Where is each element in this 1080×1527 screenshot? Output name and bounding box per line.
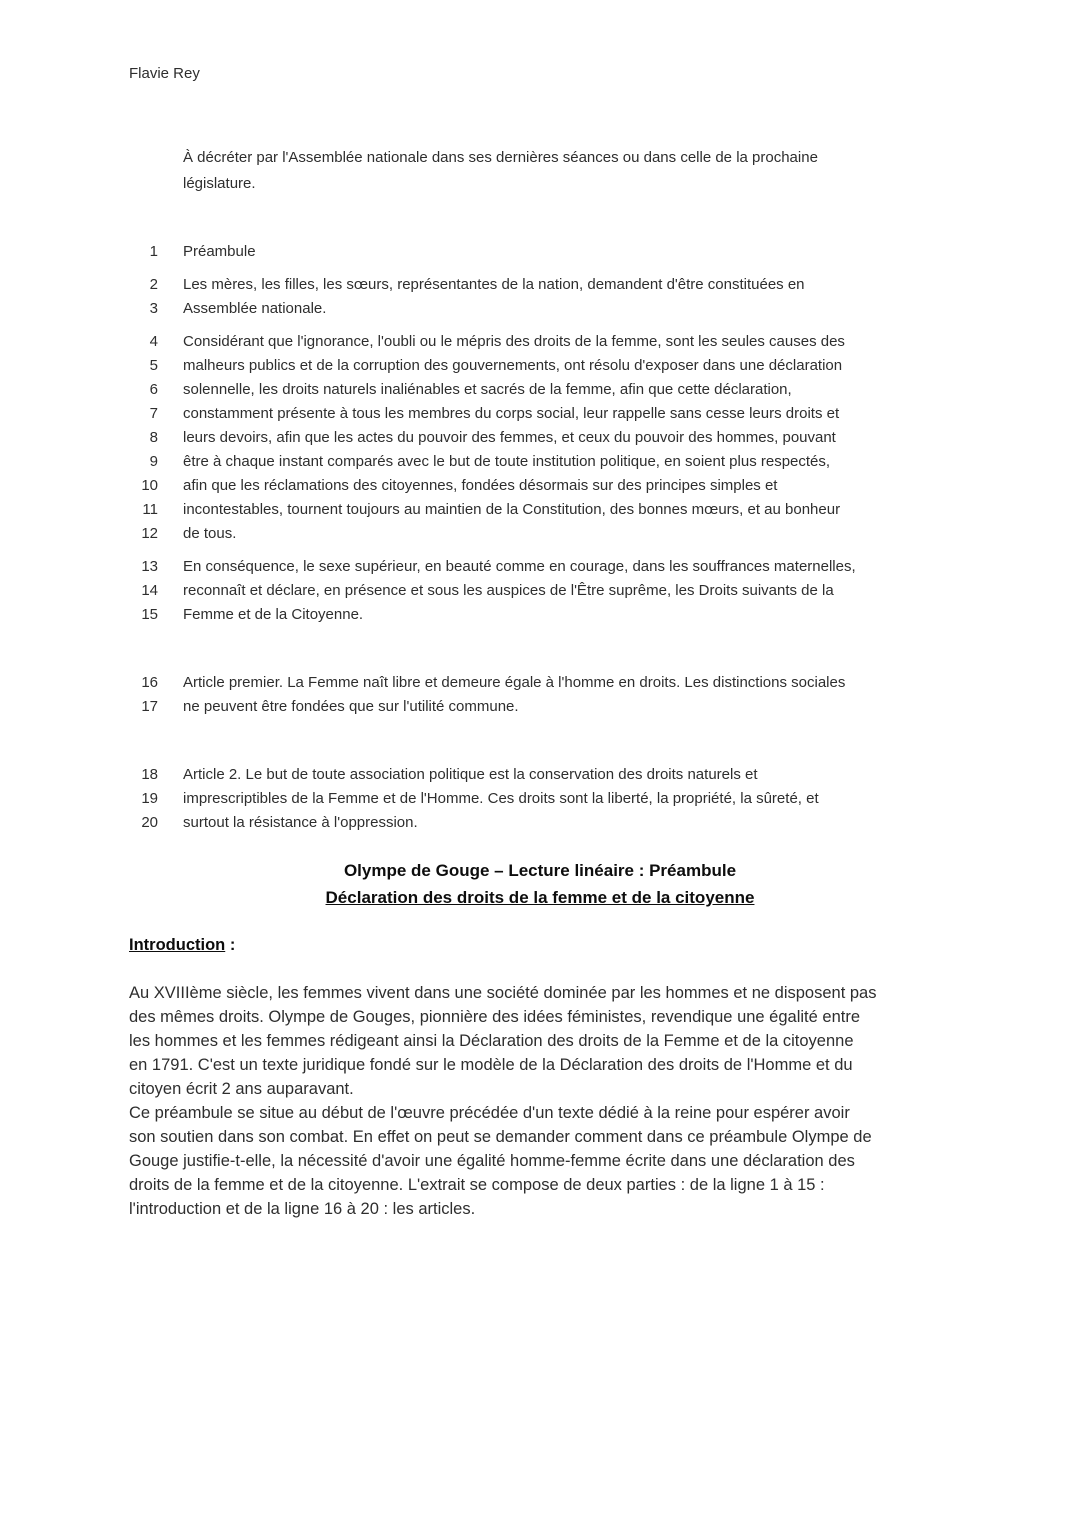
lecture-subtitle: Déclaration des droits de la femme et de la citoyenne [325,888,755,907]
transcript-row [0,671,1080,695]
line-number: 7 [149,405,158,422]
transcript-row [0,695,1080,719]
transcript-row [0,426,1080,450]
line-text: leurs devoirs, afin que les actes du pouvoir des femmes, et ceux du pouvoir des hommes, pouvant [183,429,836,446]
line-number: 3 [149,300,158,317]
transcript-row [0,354,1080,378]
author-name: Flavie Rey [129,65,200,82]
line-number: 16 [141,674,158,691]
line-text: Les mères, les filles, les sœurs, représentantes de la nation, demandent d'être constituées en [183,276,805,293]
epigraph-line: À décréter par l'Assemblée nationale dans ses dernières séances ou dans celle de la prochaine [183,149,818,166]
transcript-paragraph [0,273,1080,321]
intro-paragraph-line: citoyen écrit 2 ans auparavant. [129,1080,354,1098]
line-text: solennelle, les droits naturels inaliénables et sacrés de la femme, afin que cette déclaration, [183,381,792,398]
intro-paragraph-line: les hommes et les femmes rédigeant ainsi la Déclaration des droits de la Femme et de la citoyenne [129,1032,854,1050]
line-number: 19 [141,790,158,807]
line-text: incontestables, tournent toujours au maintien de la Constitution, des bonnes mœurs, et au bonheur [183,501,841,518]
line-text: imprescriptibles de la Femme et de l'Homme. Ces droits sont la liberté, la propriété, la sûreté, et [183,790,819,807]
transcript-row [0,522,1080,546]
line-text: reconnaît et déclare, en présence et sous les auspices de l'Être suprême, les Droits suivants de la [183,582,834,599]
transcript-row [0,787,1080,811]
line-number: 12 [141,525,158,542]
intro-paragraph-line: Gouge justifie-t-elle, la nécessité d'avoir une égalité homme-femme écrite dans une déclaration des [129,1152,855,1170]
line-text: Considérant que l'ignorance, l'oubli ou le mépris des droits de la femme, sont les seules causes des [183,333,845,350]
line-text: Femme et de la Citoyenne. [183,606,364,623]
line-text: de tous. [183,525,237,542]
lecture-title-block [0,857,1080,911]
line-text: surtout la résistance à l'oppression. [183,814,418,831]
transcript-paragraph [0,555,1080,627]
line-number: 10 [141,477,158,494]
line-text: être à chaque instant comparés avec le but de toute institution politique, en soient plus respectés, [183,453,831,470]
intro-paragraph [129,1101,959,1221]
intro-paragraph-line: Au XVIIIème siècle, les femmes vivent dans une société dominée par les hommes et ne disposent pas [129,984,877,1002]
line-number: 8 [149,429,158,446]
transcript-row [0,763,1080,787]
transcript-paragraph [0,240,1080,264]
line-text: Article 2. Le but de toute association politique est la conservation des droits naturels et [183,766,758,783]
transcript-row [0,498,1080,522]
transcript-paragraph [0,671,1080,719]
line-text: malheurs publics et de la corruption des gouvernements, ont résolu d'exposer dans une déclaration [183,357,843,374]
line-text: constamment présente à tous les membres du corps social, leur rappelle sans cesse leurs droits et [183,405,840,422]
line-text: Préambule [183,243,256,260]
line-number: 4 [149,333,158,350]
intro-paragraph-line: en 1791. C'est un texte juridique fondé sur le modèle de la Déclaration des droits de l'Homme et du [129,1056,853,1074]
line-text: ne peuvent être fondées que sur l'utilité commune. [183,698,519,715]
transcript-row [0,555,1080,579]
lecture-title: Olympe de Gouge – Lecture linéaire : Préambule [343,861,737,880]
transcript-row [0,579,1080,603]
epigraph-line: législature. [183,175,256,192]
line-number: 6 [149,381,158,398]
line-text: afin que les réclamations des citoyennes, fondées désormais sur des principes simples et [183,477,778,494]
intro-paragraph-line: Ce préambule se situe au début de l'œuvre précédée d'un texte dédié à la reine pour espérer avoir [129,1104,850,1122]
numbered-transcript [0,240,1080,844]
introduction-heading-label: Introduction [129,936,226,954]
transcript-row [0,402,1080,426]
line-number: 9 [149,453,158,470]
epigraph [183,145,903,197]
line-number: 5 [149,357,158,374]
transcript-row [0,811,1080,835]
intro-paragraph-line: droits de la femme et de la citoyenne. L'extrait se compose de deux parties : de la ligne 1 à 15 : [129,1176,825,1194]
line-number: 15 [141,606,158,623]
intro-paragraph-line: des mêmes droits. Olympe de Gouges, pionnière des idées féministes, revendique une égalité entre [129,1008,860,1026]
line-number: 1 [149,243,158,260]
transcript-row [0,240,1080,264]
line-number: 13 [141,558,158,575]
intro-paragraph [129,981,959,1101]
line-text: Article premier. La Femme naît libre et demeure égale à l'homme en droits. Les distinctions sociales [183,674,846,691]
line-number: 17 [141,698,158,715]
introduction-body [129,981,959,1221]
line-number: 11 [142,501,158,518]
line-number: 20 [141,814,158,831]
line-number: 2 [149,276,158,293]
transcript-paragraph [0,330,1080,546]
intro-paragraph-line: l'introduction et de la ligne 16 à 20 : les articles. [129,1200,476,1218]
transcript-row [0,330,1080,354]
transcript-row [0,378,1080,402]
line-number: 18 [141,766,158,783]
line-text: En conséquence, le sexe supérieur, en beauté comme en courage, dans les souffrances maternelles, [183,558,856,575]
line-text: Assemblée nationale. [183,300,327,317]
transcript-row [0,474,1080,498]
line-number: 14 [141,582,158,599]
transcript-row [0,450,1080,474]
transcript-row [0,603,1080,627]
introduction-heading [129,933,235,957]
introduction-heading-colon: : [225,936,236,954]
transcript-row [0,273,1080,297]
intro-paragraph-line: son soutien dans son combat. En effet on peut se demander comment dans ce préambule Olympe de [129,1128,872,1146]
transcript-paragraph [0,763,1080,835]
transcript-row [0,297,1080,321]
